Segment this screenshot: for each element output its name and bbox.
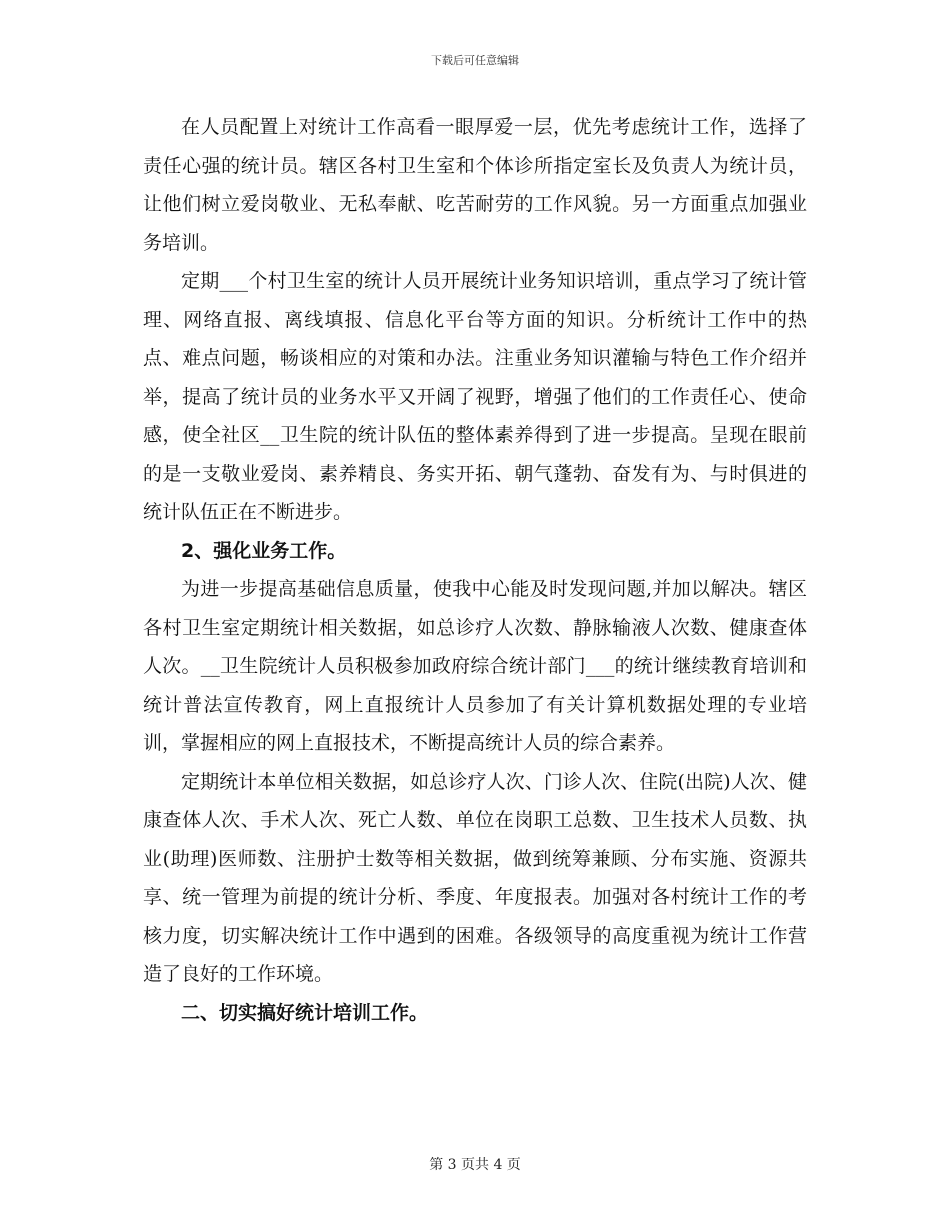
document-body xyxy=(143,108,807,1032)
section-heading-training-work: 二、切实搞好统计培训工作。 xyxy=(181,1001,429,1024)
section-heading-strengthen-business: 2、强化业务工作。 xyxy=(181,539,347,562)
page-number: 第 3 页共 4 页 xyxy=(429,1157,521,1173)
paragraph-regular-statistics: 定期统计本单位相关数据，如总诊疗人次、门诊人次、住院(出院)人次、健康查体人次、手术人次、死亡人数、单位在岗职工总数、卫生技术人员数、执业(助理)医师数、注册护士数等相关数据，做到统筹兼顾、分布实施、资源共享、统一管理为前提的统计分析、季度、年度报表。加强对各村统计工作的考核力度，切实解决统计工作中遇到的困难。各级领导的高度重视为统计工作营造了良好的工作环境。 xyxy=(143,770,807,985)
paragraph-staffing: 在人员配置上对统计工作高看一眼厚爱一层，优先考虑统计工作，选择了责任心强的统计员。辖区各村卫生室和个体诊所指定室长及负责人为统计员，让他们树立爱岗敬业、无私奉献、吃苦耐劳的工作风貌。另一方面重点加强业务培训。 xyxy=(143,116,807,254)
paragraph-data-quality: 为进一步提高基础信息质量，使我中心能及时发现问题,并加以解决。辖区各村卫生室定期统计相关数据，如总诊疗人次数、静脉输液人次数、健康查体人次。__卫生院统计人员积极参加政府综合统计部门___的统计继续教育培训和统计普法宣传教育，网上直报统计人员参加了有关计算机数据处理的专业培训，掌握相应的网上直报技术，不断提高统计人员的综合素养。 xyxy=(143,578,807,754)
paragraph-training: 定期___个村卫生室的统计人员开展统计业务知识培训，重点学习了统计管理、网络直报、离线填报、信息化平台等方面的知识。分析统计工作中的热点、难点问题，畅谈相应的对策和办法。注重业务知识灌输与特色工作介绍并举，提高了统计员的业务水平又开阔了视野，增强了他们的工作责任心、使命感，使全社区__卫生院的统计队伍的整体素养得到了进一步提高。呈现在眼前的是一支敬业爱岗、素养精良、务实开拓、朝气蓬勃、奋发有为、与时俱进的统计队伍正在不断进步。 xyxy=(143,270,807,523)
page-header: 下载后可任意编辑 xyxy=(431,54,519,67)
